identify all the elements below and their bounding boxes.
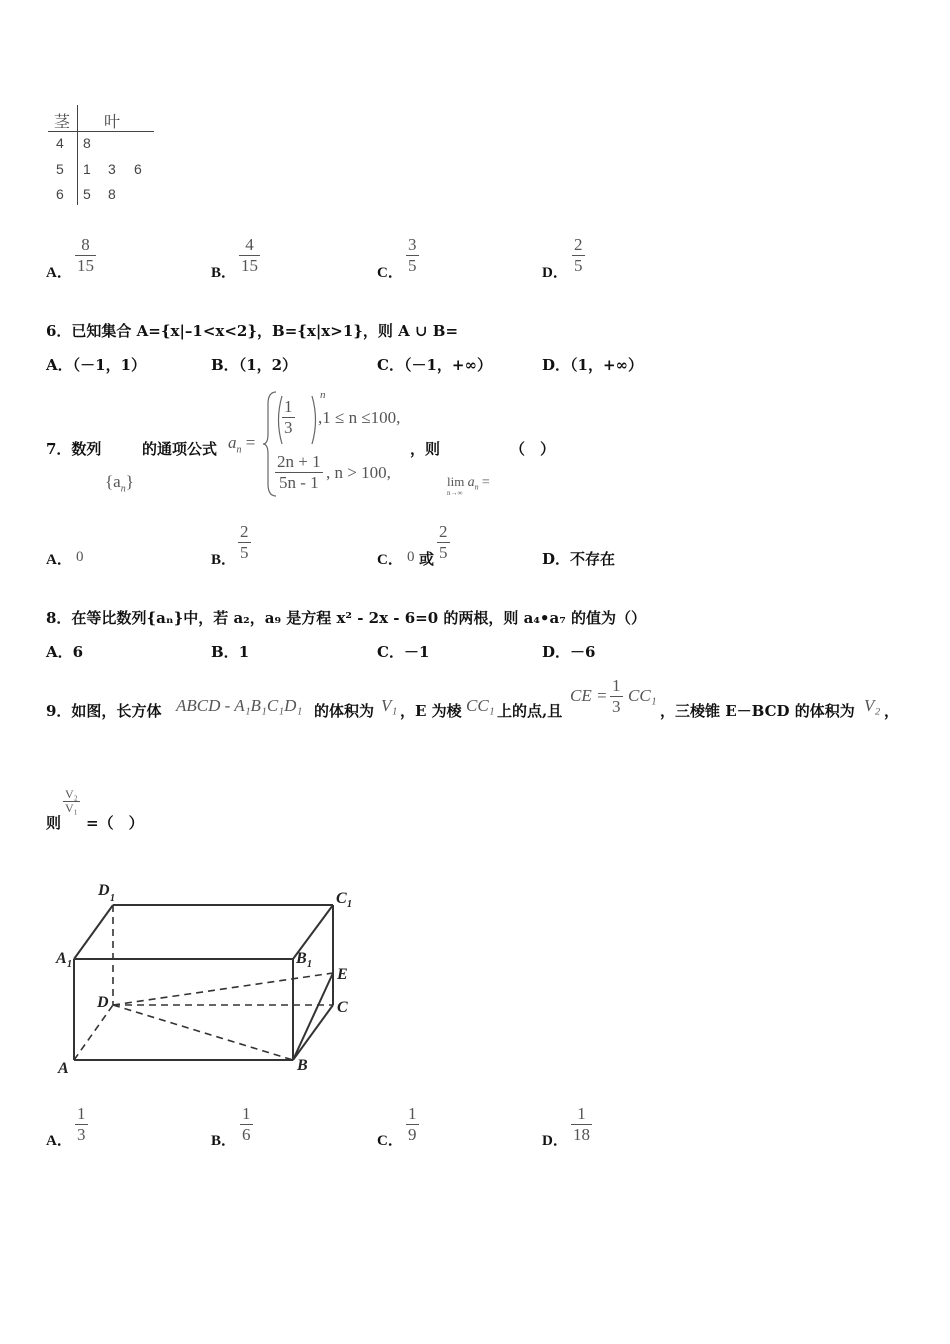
q5-option-d-fraction: $\frac{2}{5}$ [574, 235, 583, 275]
q7-case2-fraction: $\frac{2n + 1}{5n - 1}$ [277, 452, 321, 492]
q7-case2-condition: , n > 100, [326, 463, 391, 482]
q9-option-d-letter: D． [542, 1133, 568, 1149]
q6-option-a: A．（－1，1） [46, 356, 147, 374]
q8-option-c: C．－1 [377, 643, 430, 661]
q6-option-c: C．（－1，+∞） [377, 356, 492, 374]
q6-text: 6．已知集合 A={x|–1<x<2}，B={x|x>1}，则 A ∪ B= [46, 322, 459, 340]
leaf-6-1: 5 [83, 186, 91, 202]
q6-option-d: D．（1，+∞） [542, 356, 644, 374]
q9-ratio-rest: =（ ） [86, 814, 144, 832]
cuboid-figure [50, 875, 370, 1080]
q5-option-a-letter: A． [46, 265, 72, 281]
q6-option-b: B．（1，2） [211, 356, 298, 374]
label-a: A [58, 1060, 69, 1077]
label-e: E [337, 966, 348, 983]
label-c: C [337, 999, 348, 1016]
q9-ratio-fraction: $\frac{\text{V₂}}{\text{V₁}}$ [65, 787, 78, 815]
q9-part1: 9．如图，长方体 [46, 702, 162, 720]
q8-option-d: D．－6 [542, 643, 596, 661]
q9-part6: ， [884, 702, 900, 720]
q7-option-c-zero: 0 [407, 549, 415, 565]
q7-blank: （ ） [510, 440, 556, 458]
q7-prefix: 7．数列 [46, 440, 102, 458]
stem-5: 5 [56, 161, 64, 177]
q9-option-c-fraction: $\frac{1}{9}$ [408, 1104, 417, 1144]
label-d: D [97, 994, 109, 1011]
q9-option-b-fraction: $\frac{1}{6}$ [242, 1104, 251, 1144]
q5-option-a-fraction: $\frac{8}{15}$ [77, 235, 94, 275]
leaf-5-2: 3 [108, 161, 116, 177]
q9-option-d-fraction: $\frac{1}{18}$ [573, 1104, 590, 1144]
q8-option-b: B．1 [211, 643, 250, 661]
q7-option-a-value: 0 [76, 549, 84, 565]
q7-option-b-letter: B． [211, 552, 237, 568]
q7-case1-exponent: n [320, 389, 326, 401]
q9-v1: V₁ [381, 696, 398, 715]
stem-leaf-table [48, 105, 158, 210]
q7-option-c-fraction: $\frac{2}{5}$ [439, 522, 448, 562]
stem-6: 6 [56, 186, 64, 202]
q9-box-name: ABCD - A₁B₁C₁D₁ [176, 696, 303, 715]
q7-limit: $\lim a_n$ = [447, 474, 490, 492]
q9-ce: CE = [570, 686, 608, 705]
q5-option-c-fraction: $\frac{3}{5}$ [408, 235, 417, 275]
label-b1-sub: 1 [307, 959, 312, 970]
q9-option-a-letter: A． [46, 1133, 72, 1149]
label-c1: C [336, 890, 347, 907]
q7-case1-condition: ,1 ≤ n ≤100, [318, 408, 401, 427]
leaf-5-1: 1 [83, 161, 91, 177]
label-a1: A [56, 950, 67, 967]
q7-limit-sub: n→∞ [447, 489, 463, 497]
q5-option-b-letter: B． [211, 265, 237, 281]
label-c1-sub: 1 [347, 899, 352, 910]
q7-case1-fraction: $\frac{1}{3}$ [284, 397, 293, 437]
label-b1: B [296, 950, 307, 967]
q9-option-b-letter: B． [211, 1133, 237, 1149]
q7-then: ，则 [410, 440, 441, 458]
q9-part5: ，三棱锥 E－BCD 的体积为 [660, 702, 855, 720]
q5-option-d-letter: D． [542, 265, 568, 281]
leaf-4-1: 8 [83, 135, 91, 151]
q7-option-a-letter: A． [46, 552, 72, 568]
q8-text: 8．在等比数列{aₙ}中，若 a₂，a₉ 是方程 x² - 2x - 6=0 的两根，则 a₄•a₇ 的值为（） [46, 609, 646, 627]
q8-option-a: A．6 [46, 643, 84, 661]
q7-option-c-letter: C． [377, 552, 403, 568]
q9-option-c-letter: C． [377, 1133, 403, 1149]
q9-part4: 上的点,且 [497, 702, 563, 720]
leaf-header: 叶 [104, 114, 121, 131]
table-vline [77, 105, 78, 205]
label-b: B [297, 1057, 308, 1074]
q5-option-c-letter: C． [377, 265, 403, 281]
leaf-6-2: 8 [108, 186, 116, 202]
q9-option-a-fraction: $\frac{1}{3}$ [77, 1104, 86, 1144]
q9-part2: 的体积为 [314, 702, 375, 720]
q9-part3: ，E 为棱 [400, 702, 462, 720]
q7-sequence: $\{a_n\}$ [105, 472, 134, 495]
stem-4: 4 [56, 135, 64, 151]
q7-option-c-or: 或 [419, 550, 435, 568]
q9-v2: V₂ [864, 696, 881, 715]
q7-option-d: D．不存在 [542, 550, 616, 568]
q5-option-b-fraction: $\frac{4}{15}$ [241, 235, 258, 275]
q7-an: $a_n$ = [228, 433, 256, 456]
label-a1-sub: 1 [67, 959, 72, 970]
q9-ce-fraction: $\frac{1}{3}$ [612, 676, 621, 716]
label-d1-sub: 1 [110, 893, 115, 904]
label-d1: D [98, 882, 110, 899]
q9-ce-rest: CC₁ [628, 686, 657, 705]
q7-mid: 的通项公式 [142, 440, 218, 458]
table-hline [48, 131, 154, 132]
q7-option-b-fraction: $\frac{2}{5}$ [240, 522, 249, 562]
leaf-5-3: 6 [134, 161, 142, 177]
stem-header: 茎 [54, 114, 71, 131]
q9-then: 则 [46, 814, 62, 832]
q9-cc1: CC₁ [466, 696, 495, 715]
q7-case1-paren [274, 394, 320, 446]
